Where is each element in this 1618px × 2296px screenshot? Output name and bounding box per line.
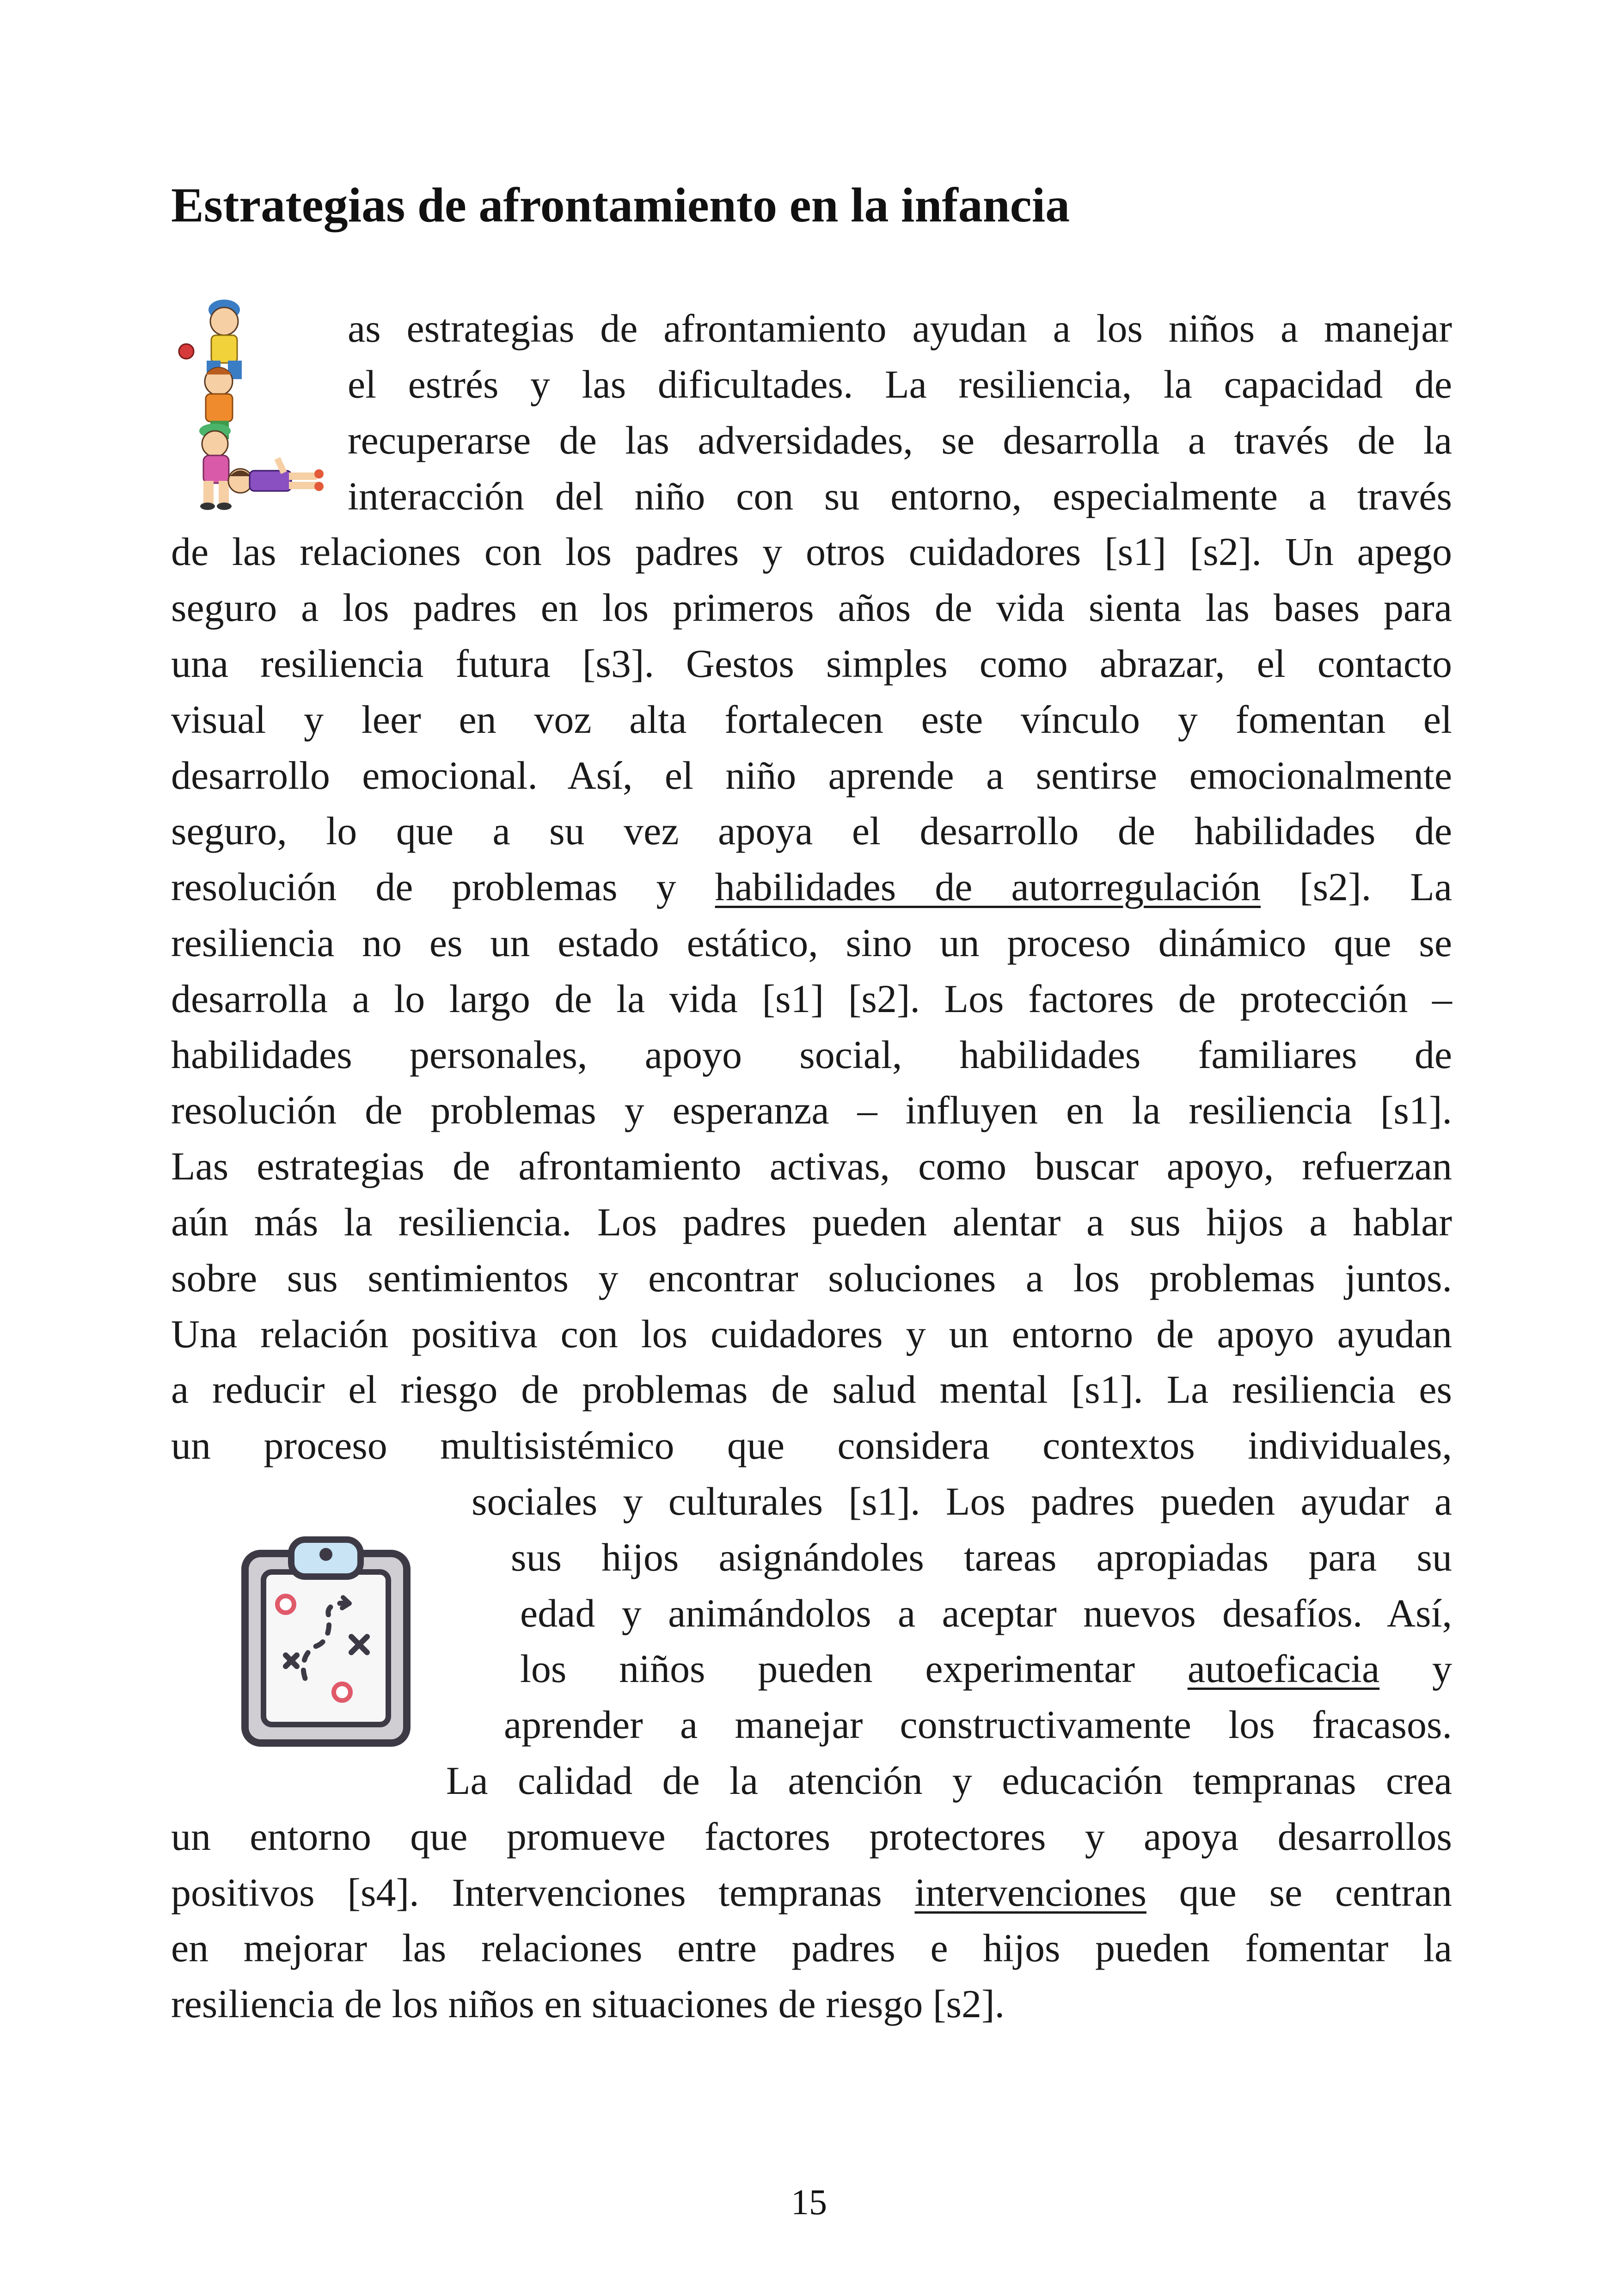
children-illustration-icon: [178, 296, 326, 513]
line-text: y: [1379, 1646, 1452, 1691]
clipboard-strategy-icon: [236, 1526, 416, 1752]
paragraph-line: [171, 859, 1452, 915]
paragraph-line: resiliencia no es un estado estático, sino un proceso dinámico que se: [171, 921, 1452, 965]
paragraph-line: sus hijos asignándoles tareas apropiadas para su: [511, 1535, 1452, 1579]
page-number: 15: [791, 2182, 827, 2222]
paragraph-line: [520, 1641, 1452, 1696]
line-text: resolución de problemas y: [171, 865, 715, 909]
paragraph-line: el estrés y las dificultades. La resiliencia, la capacidad de: [348, 362, 1452, 406]
paragraph-line: resiliencia de los niños en situaciones de riesgo [s2].: [171, 1982, 1005, 2026]
paragraph-line: edad y animándolos a aceptar nuevos desafíos. Así,: [520, 1591, 1452, 1635]
paragraph-line: recuperarse de las adversidades, se desarrolla a través de la: [348, 418, 1452, 462]
paragraph-line: Las estrategias de afrontamiento activas, como buscar apoyo, refuerzan: [171, 1144, 1452, 1188]
paragraph-line: sobre sus sentimientos y encontrar soluciones a los problemas juntos.: [171, 1256, 1452, 1300]
autoeficacia-link[interactable]: autoeficacia: [1187, 1646, 1380, 1691]
autorregulacion-link[interactable]: habilidades de autorregulación: [715, 865, 1261, 909]
paragraph-line: un entorno que promueve factores protectores y apoya desarrollos: [171, 1814, 1452, 1859]
paragraph-line: a reducir el riesgo de problemas de salud mental [s1]. La resiliencia es: [171, 1367, 1452, 1412]
paragraph-line: desarrolla a lo largo de la vida [s1] [s2]. Los factores de protección –: [171, 976, 1452, 1021]
paragraph-line: seguro a los padres en los primeros años de vida sienta las bases para: [171, 585, 1452, 630]
intervenciones-link[interactable]: intervenciones: [914, 1870, 1146, 1915]
paragraph-line: aún más la resiliencia. Los padres pueden alentar a sus hijos a hablar: [171, 1200, 1452, 1244]
paragraph-line: La calidad de la atención y educación tempranas crea: [446, 1758, 1452, 1803]
line-text: los niños pueden experimentar: [520, 1646, 1188, 1691]
paragraph-line: [171, 1865, 1452, 1920]
paragraph-line: sociales y culturales [s1]. Los padres pueden ayudar a: [472, 1479, 1452, 1523]
paragraph-line: desarrollo emocional. Así, el niño aprende a sentirse emocionalmente: [171, 753, 1452, 798]
paragraph-line: as estrategias de afrontamiento ayudan a los niños a manejar: [348, 306, 1452, 350]
line-text: positivos [s4]. Intervenciones tempranas: [171, 1870, 915, 1915]
paragraph-line: interacción del niño con su entorno, especialmente a través: [348, 474, 1452, 518]
paragraph-line: aprender a manejar constructivamente los fracasos.: [504, 1702, 1452, 1747]
line-text: que se centran: [1146, 1870, 1453, 1915]
paragraph-line: seguro, lo que a su vez apoya el desarrollo de habilidades de: [171, 809, 1452, 853]
paragraph-line: una resiliencia futura [s3]. Gestos simples como abrazar, el contacto: [171, 641, 1452, 686]
paragraph-line: de las relaciones con los padres y otros cuidadores [s1] [s2]. Un apego: [171, 529, 1452, 574]
page-title: Estrategias de afrontamiento en la infancia: [171, 178, 1070, 232]
paragraph-line: habilidades personales, apoyo social, habilidades familiares de: [171, 1032, 1452, 1077]
line-text: [s2]. La: [1261, 865, 1452, 909]
paragraph-line: un proceso multisistémico que considera contextos individuales,: [171, 1423, 1452, 1467]
paragraph-line: visual y leer en voz alta fortalecen este vínculo y fomentan el: [171, 697, 1452, 742]
paragraph-line: en mejorar las relaciones entre padres e hijos pueden fomentar la: [171, 1926, 1452, 1970]
paragraph-line: Una relación positiva con los cuidadores y un entorno de apoyo ayudan: [171, 1312, 1452, 1356]
paragraph-line: resolución de problemas y esperanza – influyen en la resiliencia [s1].: [171, 1088, 1452, 1132]
